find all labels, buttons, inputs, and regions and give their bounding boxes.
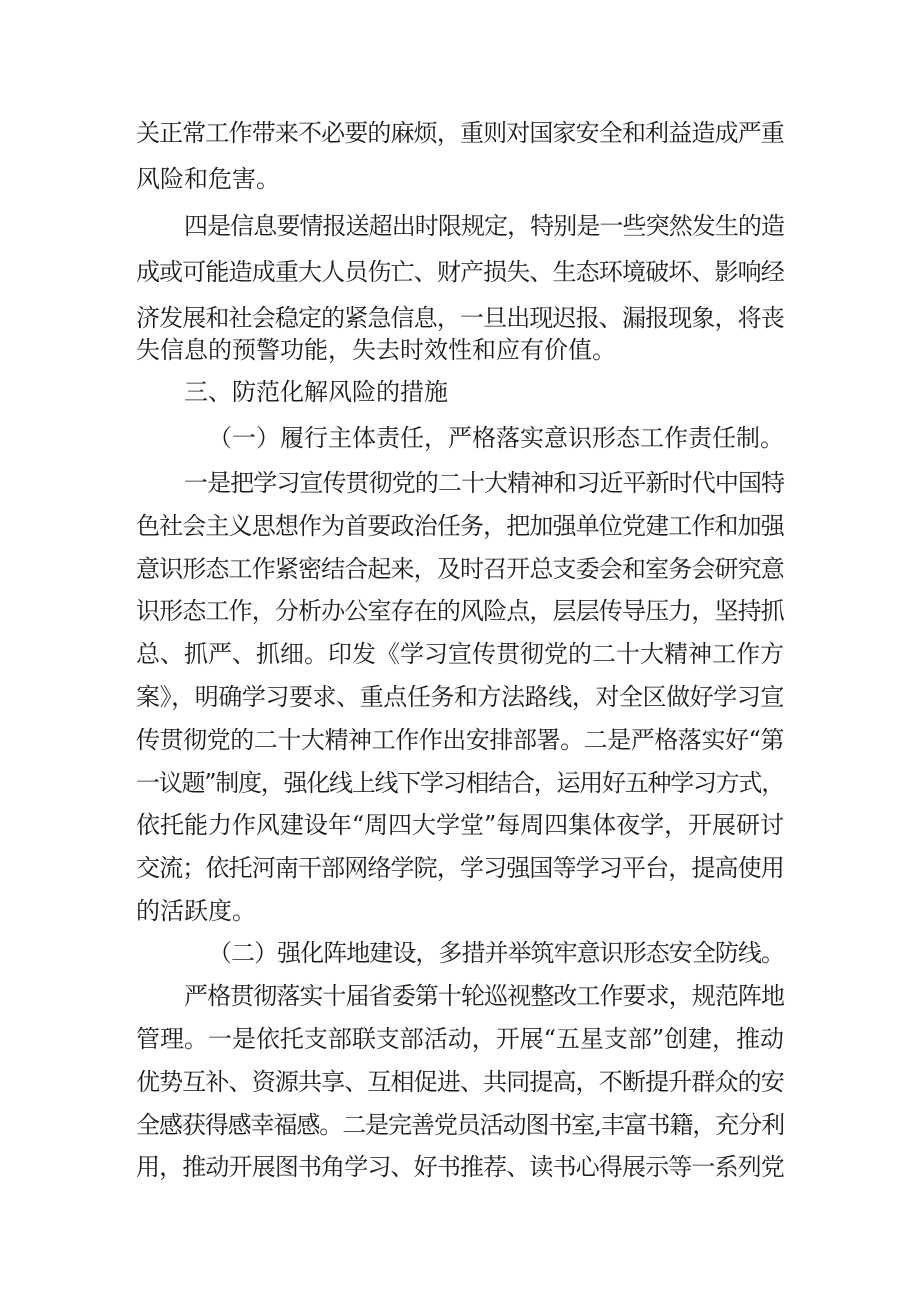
text-line-22: 管理。一是依托支部联支部活动，开展“五星支部”创建，推动: [136, 1025, 784, 1053]
text-line-6: 失信息的预警功能，失去时效性和应有价值。: [136, 336, 616, 364]
text-line-5: 济发展和社会稳定的紧急信息，一旦出现迟报、漏报现象，将丧: [136, 304, 784, 332]
subsection-heading-1: （一）履行主体责任，严格落实意识形态工作责任制。: [208, 424, 784, 452]
text-line-13: 总、抓严、抓细。印发《学习宣传贯彻党的二十大精神工作方: [136, 640, 784, 668]
text-line-9: 一是把学习宣传贯彻党的二十大精神和习近平新时代中国特: [184, 469, 785, 497]
text-line-23: 优势互补、资源共享、互相促进、共同提高，不断提升群众的安: [136, 1068, 784, 1096]
subsection-heading-2: （二）强化阵地建设，多措并举筑牢意识形态安全防线。: [208, 939, 784, 967]
text-line-19: 的活跃度。: [136, 897, 256, 925]
text-line-25: 用，推动开展图书角学习、好书推荐、读书心得展示等一系列党: [136, 1153, 784, 1181]
text-line-21: 严格贯彻落实十届省委第十轮巡视整改工作要求，规范阵地: [184, 982, 785, 1010]
text-line-11: 意识形态工作紧密结合起来，及时召开总支委会和室务会研究意: [136, 555, 784, 583]
section-heading-3: 三、防范化解风险的措施: [184, 378, 448, 406]
text-line-18: 交流；依托河南干部网络学院，学习强国等学习平台，提高使用: [136, 854, 784, 882]
text-line-17: 依托能力作风建设年“周四大学堂”每周四集体夜学，开展研讨: [136, 811, 784, 839]
text-line-16: 一议题”制度，强化线上线下学习相结合，运用好五种学习方式，: [136, 769, 785, 797]
text-line-2: 风险和危害。: [136, 165, 280, 193]
text-line-10: 色社会主义思想作为首要政治任务，把加强单位党建工作和加强: [136, 512, 784, 540]
text-line-14: 案》，明确学习要求、重点任务和方法路线，对全区做好学习宣: [136, 683, 784, 711]
text-line-1: 关正常工作带来不必要的麻烦，重则对国家安全和利益造成严重: [136, 119, 784, 147]
text-line-24: 全感获得感幸福感。二是完善党员活动图书室,丰富书籍，充分利: [136, 1111, 785, 1139]
text-line-4: 成或可能造成重大人员伤亡、财产损失、生态环境破坏、影响经: [136, 258, 784, 286]
text-line-3: 四是信息要情报送超出时限规定，特别是一些突然发生的造: [184, 212, 785, 240]
text-line-15: 传贯彻党的二十大精神工作作出安排部署。二是严格落实好“第: [136, 726, 784, 754]
text-line-12: 识形态工作，分析办公室存在的风险点，层层传导压力，坚持抓: [136, 597, 784, 625]
